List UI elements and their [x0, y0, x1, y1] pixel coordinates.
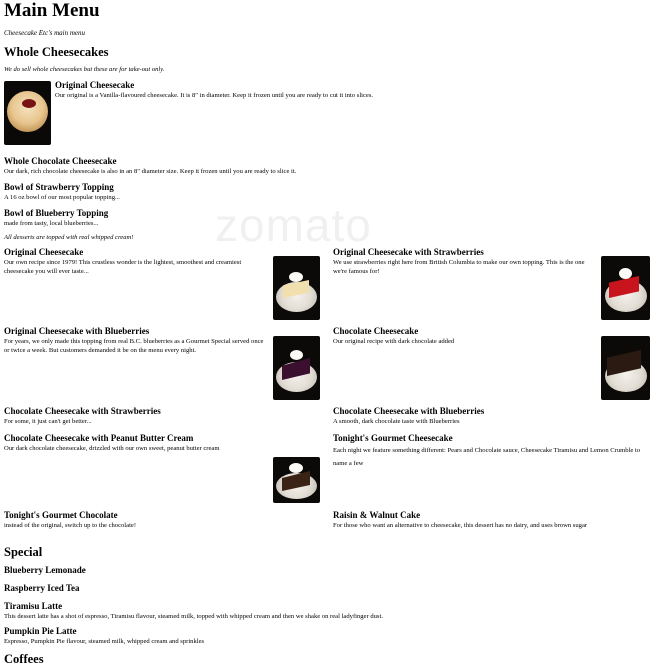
- special-item-raspberry-iced-tea: [4, 583, 644, 594]
- item-name: Raspberry Iced Tea: [4, 583, 80, 593]
- item-desc: A smooth, dark chocolate taste with Blueberries: [333, 418, 460, 425]
- item-desc: Espresso, Pumpkin Pie flavour, steamed milk, whipped cream and sprinkles: [4, 638, 205, 645]
- section-heading-special: Special: [4, 545, 43, 559]
- item-desc: Our own recipe since 1979! This crustless wonder is the lightest, smoothest and creamiest cheesecake you will ever taste...: [4, 259, 242, 275]
- whole-item-chocolate: [4, 156, 644, 176]
- special-item-tiramisu-latte: [4, 601, 644, 621]
- item-name: Original Cheesecake: [4, 247, 84, 257]
- item-name: Bowl of Blueberry Topping: [4, 208, 109, 218]
- whole-item-original: [55, 80, 645, 100]
- dessert-item-gourmet-chocolate: [4, 510, 266, 530]
- chocolate-slice-photo: [601, 336, 650, 400]
- dessert-item-original: [4, 247, 266, 276]
- whole-note: We do sell whole cheesecakes but these are for take-out only.: [4, 66, 165, 73]
- strawberry-slice-photo: [601, 256, 650, 320]
- item-name: Original Cheesecake with Blueberries: [4, 326, 150, 336]
- item-desc: We use strawberries right here from British Columbia to make our own topping. This is the one we're famous for!: [333, 259, 585, 275]
- item-name: Tiramisu Latte: [4, 601, 63, 611]
- page-title: Main Menu: [4, 0, 100, 21]
- item-name: Chocolate Cheesecake with Blueberries: [333, 406, 485, 416]
- item-desc: For some, it just can't get better...: [4, 418, 92, 425]
- dessert-item-raisin-walnut: [333, 510, 648, 530]
- plain-slice-photo: [273, 256, 320, 320]
- item-name: Tonight's Gourmet Chocolate: [4, 510, 118, 520]
- item-desc: For years, we only made this topping from real B.C. blueberries as a Gourmet Special served once or twice a week. But customers demanded it be on the menu every night.: [4, 338, 264, 354]
- item-name: Bowl of Strawberry Topping: [4, 182, 114, 192]
- special-item-blueberry-lemonade: [4, 565, 644, 576]
- item-desc: instead of the original, switch up to the chocolate!: [4, 522, 137, 529]
- item-desc: Our dark chocolate cheesecake, drizzled with our own sweet, peanut butter cream: [4, 445, 220, 452]
- dessert-item-chocolate: [333, 326, 595, 346]
- item-desc: A 16 oz bowl of our most popular topping...: [4, 194, 120, 201]
- item-name: Raisin & Walnut Cake: [333, 510, 421, 520]
- page-subtitle: Cheesecake Etc's main menu: [4, 29, 85, 37]
- whole-item-strawberry-topping: [4, 182, 644, 202]
- dessert-item-chocolate-peanut-butter: [4, 433, 266, 453]
- peanut-butter-slice-photo: [273, 457, 320, 503]
- item-name: Chocolate Cheesecake: [333, 326, 419, 336]
- section-heading-coffees: Coffees: [4, 652, 44, 666]
- item-name: Tonight's Gourmet Cheesecake: [333, 433, 453, 443]
- whole-item-blueberry-topping: [4, 208, 644, 228]
- item-name: Chocolate Cheesecake with Strawberries: [4, 406, 161, 416]
- item-name: Original Cheesecake: [55, 80, 135, 90]
- blueberry-slice-photo: [273, 336, 320, 400]
- item-name: Pumpkin Pie Latte: [4, 626, 77, 636]
- item-name: Whole Chocolate Cheesecake: [4, 156, 117, 166]
- desserts-note: All desserts are topped with real whipped cream!: [4, 234, 134, 241]
- special-item-pumpkin-pie-latte: [4, 626, 644, 646]
- item-desc: Our original is a Vanilla-flavoured cheesecake. It is 8" in diameter. Keep it frozen until you are ready to cut it into slices.: [55, 92, 374, 99]
- item-name: Blueberry Lemonade: [4, 565, 86, 575]
- dessert-item-original-strawberries: [333, 247, 595, 276]
- item-name: Original Cheesecake with Strawberries: [333, 247, 484, 257]
- item-desc: Each night we feature something different: Pears and Chocolate sauce, Cheesecake Tiramisu and Lemon Crumble to name a few: [333, 447, 641, 467]
- dessert-item-chocolate-strawberries: [4, 406, 266, 426]
- item-name: Chocolate Cheesecake with Peanut Butter Cream: [4, 433, 194, 443]
- watermark: zomato: [215, 199, 372, 251]
- dessert-item-chocolate-blueberries: [333, 406, 595, 426]
- item-desc: Our original recipe with dark chocolate added: [333, 338, 455, 345]
- item-desc: Our dark, rich chocolate cheesecake is also in an 8" diameter size. Keep it frozen until you are ready to slice it.: [4, 168, 297, 175]
- dessert-item-original-blueberries: [4, 326, 266, 355]
- section-heading-whole: Whole Cheesecakes: [4, 45, 109, 59]
- item-desc: This dessert latte has a shot of espresso, Tiramisu flavour, steamed milk, topped with whipped cream and then we shake on real ladyfinger dust.: [4, 613, 383, 620]
- item-desc: For those who want an alternative to cheesecake, this dessert has no dairy, and uses brown sugar: [333, 522, 588, 529]
- whole-cheesecake-photo: [4, 81, 51, 145]
- item-desc: made from tasty, local blueberries...: [4, 220, 99, 227]
- dessert-item-gourmet-cheesecake: [333, 433, 648, 470]
